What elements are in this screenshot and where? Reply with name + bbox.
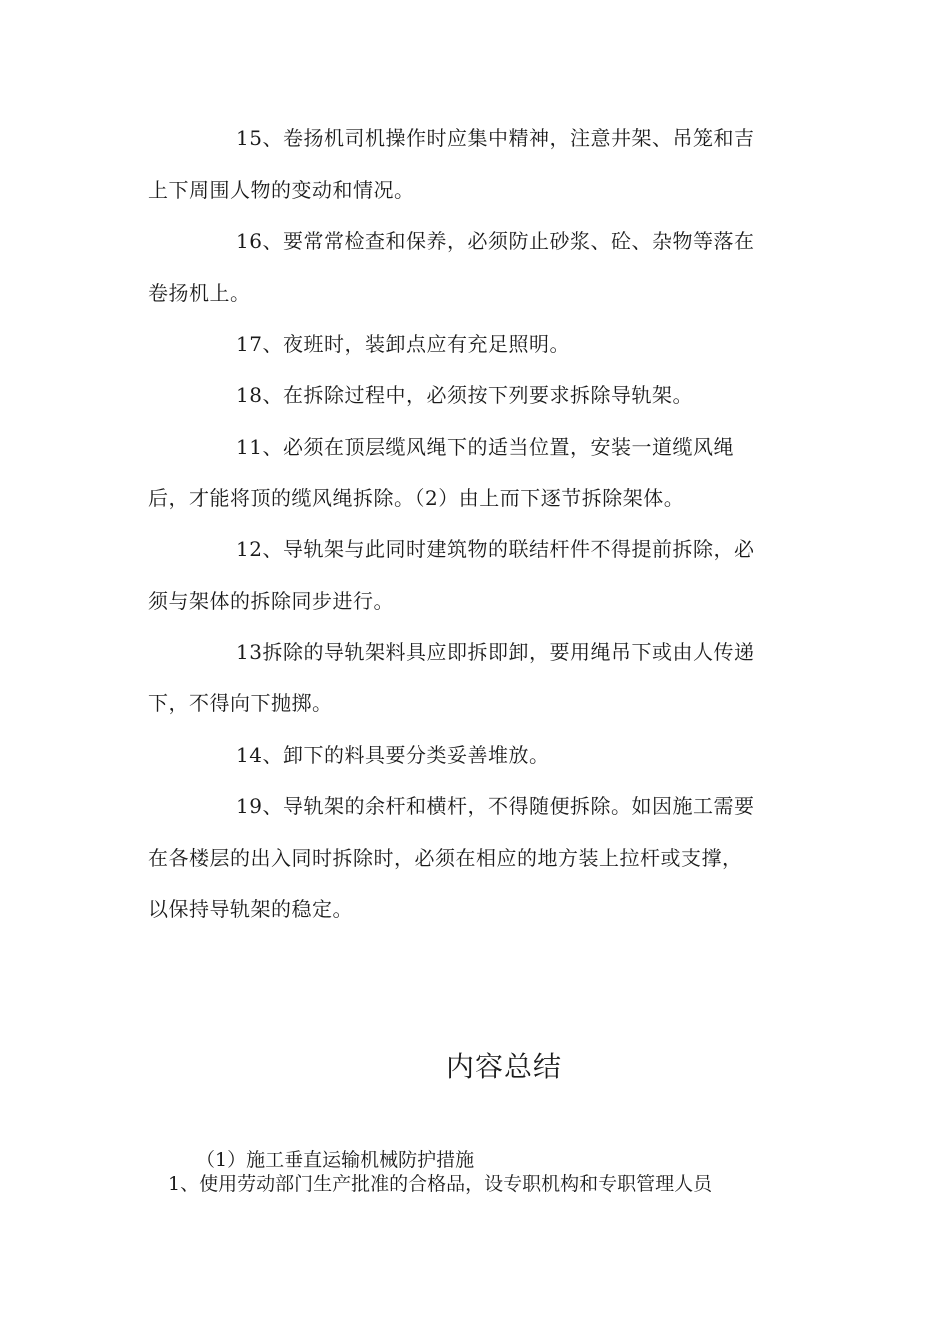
summary-item: （1）施工垂直运输机械防护措施 <box>196 1149 475 1171</box>
paragraph-line: 12、导轨架与此同时建筑物的联结杆件不得提前拆除，必 <box>236 537 755 561</box>
paragraph-line: 卷扬机上。 <box>148 281 251 305</box>
paragraph-line: 后，才能将顶的缆风绳拆除。（2）由上而下逐节拆除架体。 <box>148 486 685 510</box>
paragraph-line: 下，不得向下抛掷。 <box>148 691 333 715</box>
paragraph-line: 18、在拆除过程中，必须按下列要求拆除导轨架。 <box>236 383 693 407</box>
summary-item: 1、使用劳动部门生产批准的合格品，设专职机构和专职管理人员 <box>168 1173 713 1195</box>
paragraph-line: 须与架体的拆除同步进行。 <box>148 589 394 613</box>
paragraph-line: 19、导轨架的余杆和横杆，不得随便拆除。如因施工需要 <box>236 794 755 818</box>
paragraph-line: 11、必须在顶层缆风绳下的适当位置，安装一道缆风绳 <box>236 435 734 459</box>
paragraph-line: 15、卷扬机司机操作时应集中精神，注意井架、吊笼和吉 <box>236 126 755 150</box>
paragraph-line: 14、卸下的料具要分类妥善堆放。 <box>236 743 550 767</box>
paragraph-line: 上下周围人物的变动和情况。 <box>148 178 415 202</box>
paragraph-line: 17、夜班时，装卸点应有充足照明。 <box>236 332 570 356</box>
paragraph-line: 以保持导轨架的稳定。 <box>148 897 353 921</box>
paragraph-line: 16、要常常检查和保养，必须防止砂浆、砼、杂物等落在 <box>236 229 755 253</box>
paragraph-line: 在各楼层的出入同时拆除时，必须在相应的地方装上拉杆或支撑， <box>148 846 743 870</box>
summary-heading: 内容总结 <box>445 1050 562 1083</box>
paragraph-line: 13拆除的导轨架料具应即拆即卸，要用绳吊下或由人传递 <box>236 640 755 664</box>
